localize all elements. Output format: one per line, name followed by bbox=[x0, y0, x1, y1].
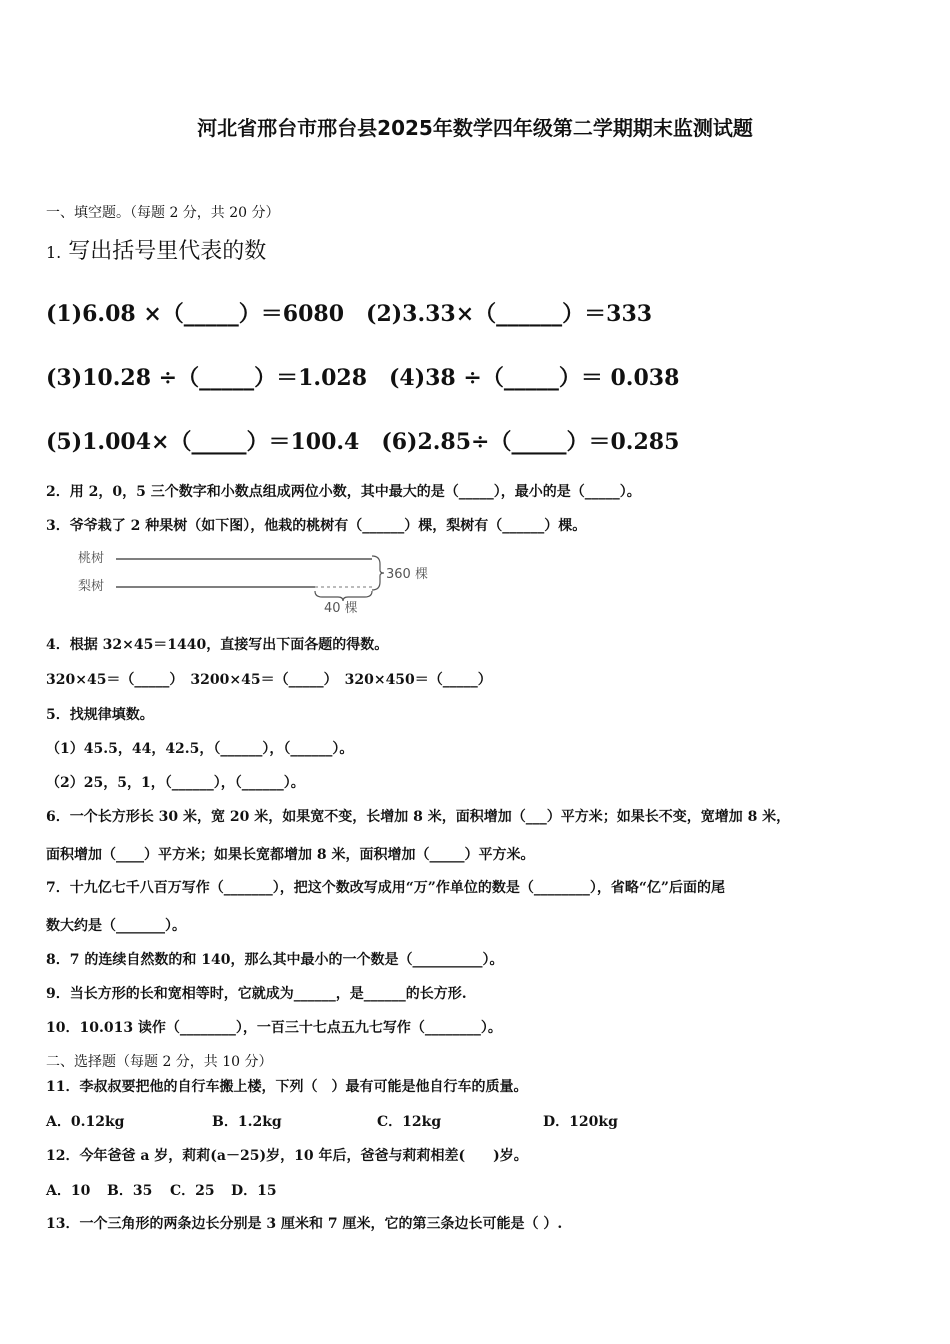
question-10: 10．10.013 读作（________），一百三十七点五九七写作（________）。 bbox=[46, 1020, 502, 1036]
difference-label: 40 棵 bbox=[324, 601, 358, 616]
question-1-heading bbox=[46, 234, 266, 265]
question-12-option-c: C．25 bbox=[170, 1183, 215, 1199]
question-6-line-2: 面积增加（____）平方米；如果长宽都增加 8 米，面积增加（_____）平方米。 bbox=[46, 847, 535, 863]
question-12-option-d: D．15 bbox=[231, 1183, 277, 1199]
question-12-option-b: B．35 bbox=[107, 1183, 153, 1199]
question-13: 13．一个三角形的两条边长分别是 3 厘米和 7 厘米，它的第三条边长可能是（ ）. bbox=[46, 1216, 563, 1232]
question-5-part-1: （1）45.5，44，42.5，（______），（______）。 bbox=[46, 741, 354, 757]
page-title: 河北省邢台市邢台县2025年数学四年级第二学期期末监测试题 bbox=[197, 116, 753, 140]
question-1-row-2: (3)10.28 ÷（_____）＝1.028 (4)38 ÷（_____）＝ 0.038 bbox=[46, 365, 680, 391]
question-1-prompt: 写出括号里代表的数 bbox=[68, 239, 267, 264]
question-8: 8．7 的连续自然数的和 140，那么其中最小的一个数是（__________）。 bbox=[46, 952, 504, 968]
pear-tree-label: 梨树 bbox=[78, 579, 105, 594]
question-4: 4．根据 32×45＝1440，直接写出下面各题的得数。 bbox=[46, 637, 389, 653]
question-11: 11．李叔叔要把他的自行车搬上楼，下列（ ）最有可能是他自行车的质量。 bbox=[46, 1079, 528, 1095]
question-5: 5．找规律填数。 bbox=[46, 707, 154, 723]
question-1-row-1: (1)6.08 ×（_____）＝6080 (2)3.33×（______）＝333 bbox=[46, 301, 653, 327]
question-5-part-2: （2）25，5，1，（______），（______）。 bbox=[46, 775, 305, 791]
difference-brace bbox=[315, 591, 372, 601]
question-4-row: 320×45＝（_____） 3200×45＝（_____） 320×450＝（_____） bbox=[46, 672, 492, 688]
question-3: 3．爷爷栽了 2 种果树（如下图），他栽的桃树有（______）棵，梨树有（______）棵。 bbox=[46, 518, 587, 534]
question-6-line-1: 6．一个长方形长 30 米，宽 20 米，如果宽不变，长增加 8 米，面积增加（___）平方米；如果长不变，宽增加 8 米， bbox=[46, 809, 791, 825]
question-9: 9．当长方形的长和宽相等时，它就成为______，是______的长方形. bbox=[46, 986, 467, 1002]
total-brace bbox=[372, 556, 384, 590]
question-7-line-2: 数大约是（_______）。 bbox=[46, 918, 186, 934]
question-11-option-c: C．12kg bbox=[377, 1114, 442, 1130]
question-11-option-b: B．1.2kg bbox=[212, 1114, 282, 1130]
section-heading-fill-blank: 一、填空题。（每题 2 分，共 20 分） bbox=[46, 205, 280, 221]
question-11-option-a: A．0.12kg bbox=[46, 1114, 125, 1130]
question-7-line-1: 7．十九亿七千八百万写作（_______），把这个数改写成用“万”作单位的数是（________），省略“亿”后面的尾 bbox=[46, 880, 725, 896]
question-1-number: 1. bbox=[46, 243, 62, 262]
fruit-tree-diagram bbox=[72, 544, 452, 616]
peach-tree-label: 桃树 bbox=[78, 551, 105, 566]
question-12-option-a: A．10 bbox=[46, 1183, 91, 1199]
section-heading-choice: 二、选择题（每题 2 分，共 10 分） bbox=[46, 1054, 273, 1070]
total-label: 360 棵 bbox=[386, 567, 428, 582]
question-11-option-d: D．120kg bbox=[543, 1114, 618, 1130]
question-1-row-3: (5)1.004×（_____）＝100.4 (6)2.85÷（_____）＝0.285 bbox=[46, 429, 680, 455]
question-2: 2．用 2，0，5 三个数字和小数点组成两位小数，其中最大的是（_____），最小的是（_____）。 bbox=[46, 484, 641, 500]
question-12: 12．今年爸爸 a 岁，莉莉(a－25)岁，10 年后，爸爸与莉莉相差( )岁。 bbox=[46, 1148, 528, 1164]
